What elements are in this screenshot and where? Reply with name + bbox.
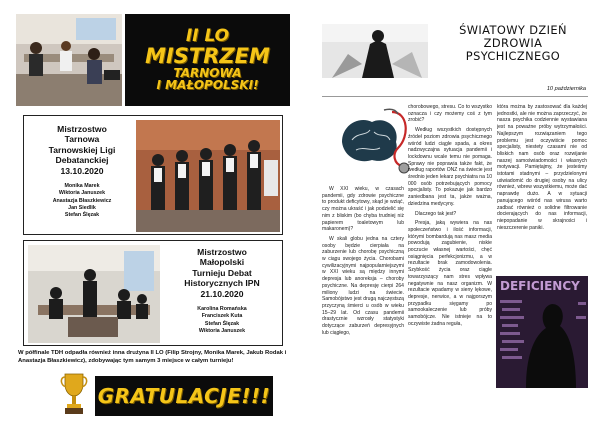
team-names — [30, 183, 134, 219]
congrats-text: GRATULACJE!!! — [97, 384, 271, 408]
divider — [322, 96, 588, 97]
team-member: Wiktoria Januszek — [58, 190, 106, 197]
article-column-1 — [322, 186, 404, 339]
team-member: Franciszek Kuta — [201, 313, 243, 320]
paragraph: Presja, jaką wywiera na nas społeczeństwo i ilość informacji, którymi bombardują nas masz media powodują zagubienie, niskie poczucie własnej wartości, chęć osiągnięcia perfekcjonizmu, a w rezultacie brak zamodowolenia. Szybkość życia oraz ciągle towarzyszący nam stres wpływa negatywnie na nasz organizm. W rezultacie wpadamy w sieny lękowe, depresje, nerwice, a w najgorszym przypadku sięgamy po samookaleczenie lub próby samobójcze. Nie istnieje na to oczywiste żadna reguła, — [408, 220, 492, 327]
event-text — [164, 247, 280, 335]
article-date: 10 października — [546, 86, 586, 92]
event-text — [30, 124, 134, 219]
event-title-line: Tarnowskiej Ligi — [48, 144, 116, 155]
paragraph: W XXI wieku, w czasach pandemii, gdy zdrowie psychiczne to produkt deficytowy, skąd je wziąć, czy można ukraść i jak podzielić się nim z bliskim (bo chyba trudniej niż papierem toaletowym lub makaronem)? — [322, 186, 404, 233]
event-title-line: Małopolski — [199, 257, 245, 268]
event-title-line: Mistrzostwo — [57, 124, 107, 134]
event-title-line: Tarnowa — [64, 134, 100, 145]
title-line: ŚWIATOWY DZIEŃ — [459, 23, 567, 37]
deficiency-illustration — [496, 276, 588, 388]
paragraph: która można by zastosować dla każdej jednostki, ale nie można zaprzeczyć, że nasza psychika codziennie wystawiana jest na poważne próby wytrzymałości. Najlepszym rozwiązaniem tego problemu jest oczywiście pomoc specjalisty, niestety czasami nie od bliskich nam osób oraz rozwijanie naszej samoświadomości i własnych motywacji. Pamiętajmy, że jesteśmy istotami stadnymi – przydzielonymi uświadomić do drugiej osoby na ulicy również, wbrew wszystkiemu, może dać naprawdę dużo. A w sytuacji panującego wśród nas wirusa warto zadbać również o solidne filtrowanie docierających do nas informacji, niepopadanie w skrajności i nieszczerenie paniki. — [497, 104, 587, 231]
classroom-photo — [16, 14, 122, 106]
paragraph: chorobowego, stresu. Co to wszystko oznacza i czy możemy coś z tym zrobić? — [408, 104, 492, 124]
team-photo-malopolska — [28, 245, 160, 343]
event-box-tarnow — [23, 115, 283, 235]
event-date: 21.10.2020 — [200, 289, 244, 300]
article-column-3 — [497, 104, 587, 274]
team-member: Karolina Romańska — [197, 306, 247, 313]
paragraph: W skali globu jedna na cztery osoby będzie cierpiała na zaburzenie lub chorobę psychiczną w ciągu swojego życia. Chorobami cywilizacyjnymi najpopularniejszymi w XXI wieku są między innymi depresja lub anoreksja – choroby psychiczne. Na depresję cierpi 264 miliony ludzi na świecie. Samobójstwo jest drugą najczęstszą przyczyną śmierci u osób w wieku 15–29 lat. Od czasu pandemii drastycznie wzrosły statystyki dotyczące zaburzeń depresyjnych lub ciągłego, — [322, 235, 404, 336]
team-photo-tarnow — [136, 120, 280, 232]
team-member: Stefan Ślęzak — [204, 320, 240, 327]
title-line: ZDROWIA — [483, 36, 543, 51]
event-title-line: Debatanckiej — [55, 154, 109, 165]
team-member: Jan Siedlik — [68, 204, 96, 211]
event-title-line: Historycznych IPN — [184, 277, 260, 288]
team-names — [164, 306, 280, 335]
article-title — [438, 24, 588, 63]
paragraph: Dlaczego tak jest? — [415, 210, 457, 217]
deficiency-word: DEFICIENCY — [500, 279, 580, 293]
article-column-2 — [408, 104, 492, 331]
team-member: Anastazja Błaszkiewicz — [52, 197, 112, 204]
banner-line-1: II LO — [185, 26, 230, 47]
brain-stethoscope-illustration — [322, 102, 414, 178]
trophy-icon — [58, 370, 90, 416]
banner-line-3: TARNOWA — [173, 66, 242, 81]
team-member: Monika Marek — [64, 183, 100, 190]
event-date: 13.10.2020 — [60, 166, 104, 177]
team-member: Wiktoria Januszek — [198, 327, 246, 334]
semifinal-note: W półfinale TDH odpadła również inna drużyna II LO (Filip Strojny, Monika Marek, Jakub Rodak i Anastazja Błaszkiewicz), zdobywając tym samym 3 miejsce w całym turnieju! — [18, 350, 287, 364]
banner-line-2: MISTRZEM — [145, 43, 270, 68]
right-page — [300, 0, 600, 424]
team-member: Stefan Ślęzak — [64, 211, 100, 218]
champion-banner — [125, 14, 290, 106]
title-line: PSYCHICZNEGO — [465, 49, 561, 64]
event-box-malopolska — [23, 240, 283, 346]
paragraph: Według wszystkich dostępnych źródeł poziom zdrowia psychicznego wśród ludzi ciągle spada, a okres nadzwyczajna sytuacja pandemii i lockdownu wcale temu nie pomaga. Sprawy nie poprawia także fakt, że według raportów ONZ na świecie jest średnio jeden lekarz psychiatra na 10 000 osób potrzebujących pomocy specjalisty. To pokazuje jak bardzo zaniedbana jest ta, jakże ważna, dziedzina medycyny. — [408, 127, 492, 207]
event-title-line: Turnieju Debat — [192, 267, 252, 278]
congrats-banner — [95, 376, 273, 416]
event-title-line: Mistrzostwo — [197, 247, 247, 257]
person-silhouette-photo — [322, 24, 428, 78]
banner-line-4: I MAŁOPOLSKI! — [156, 78, 259, 93]
